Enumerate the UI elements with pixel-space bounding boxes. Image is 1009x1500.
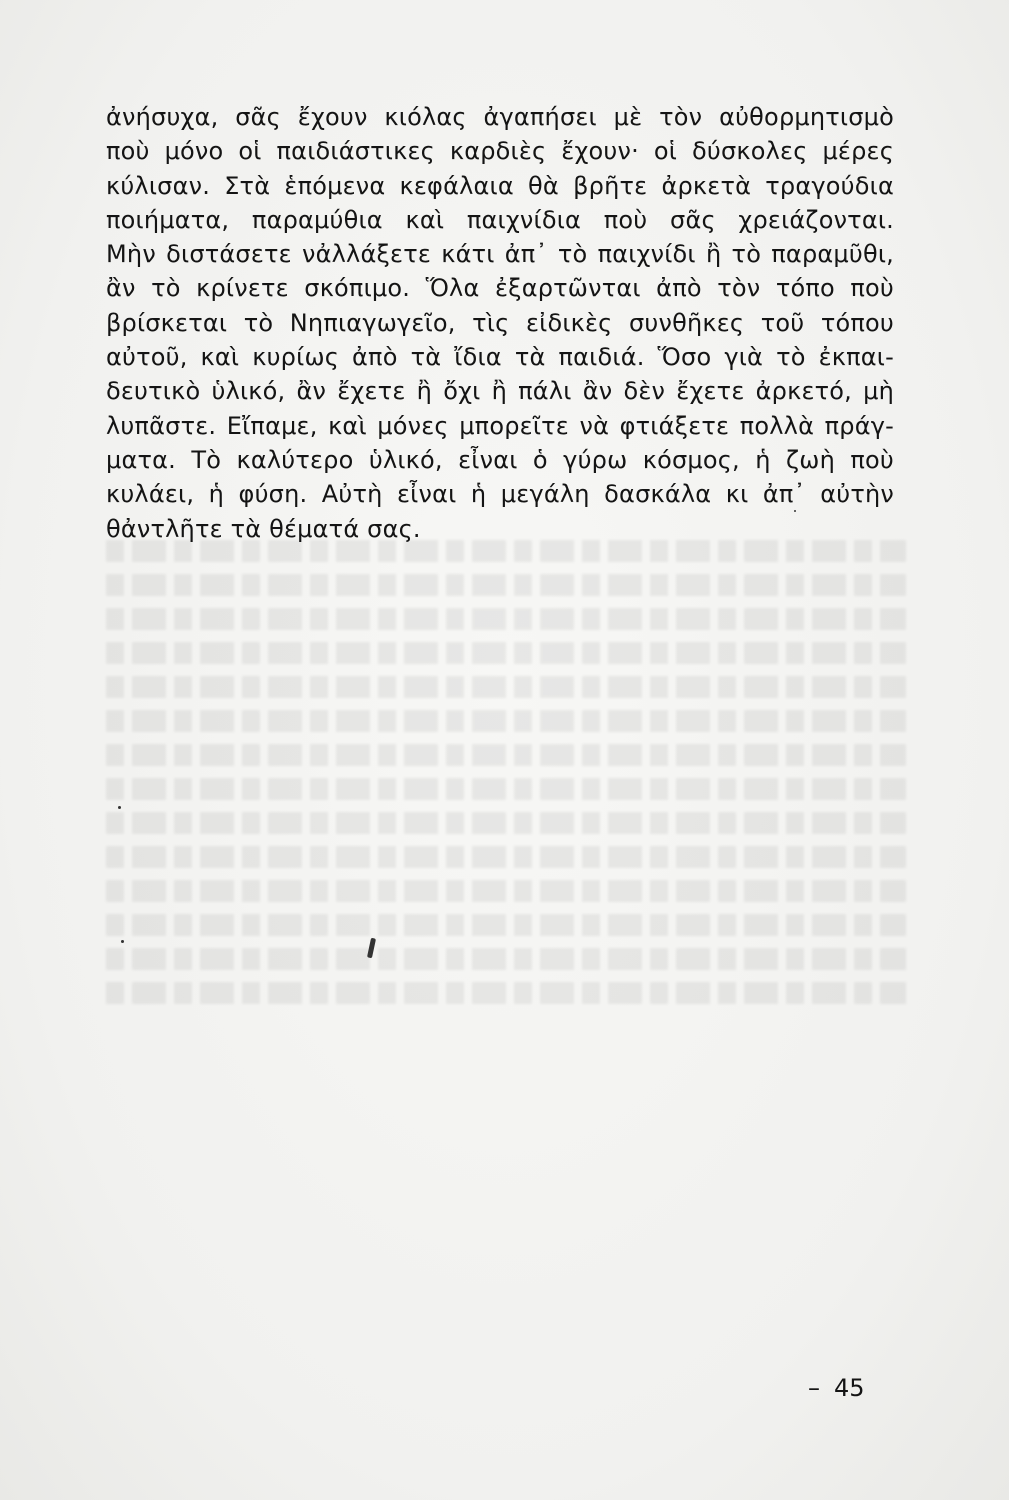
- text-line: λυπᾶστε. Εἴπαμε, καὶ μόνες μπορεῖτε νὰ φτιάξετε πολλὰ πράγ-: [106, 411, 894, 440]
- ink-speck: [794, 510, 796, 512]
- text-line: κυλάει, ἡ φύση. Αὐτὴ εἶναι ἡ μεγάλη δασκάλα κι ἀπ᾽ αὐτὴν: [106, 480, 894, 509]
- text-line: ποὺ μόνο οἱ παιδιάστικες καρδιὲς ἔχουν· οἱ δύσκολες μέρες: [106, 137, 894, 166]
- text-line: ματα. Τὸ καλύτερο ὑλικό, εἶναι ὁ γύρω κόσμος, ἡ ζωὴ ποὺ: [106, 445, 894, 474]
- show-through-text: [106, 540, 906, 1020]
- text-line-last: θἀντλῆτε τὰ θέματά σας.: [106, 514, 421, 543]
- ink-speck: [121, 940, 124, 943]
- text-line: ἀνήσυχα, σᾶς ἔχουν κιόλας ἀγαπήσει μὲ τὸν αὐθορμητισμὸ: [106, 103, 894, 131]
- body-text: [106, 100, 894, 546]
- text-line: βρίσκεται τὸ Νηπιαγωγεῖο, τὶς εἰδικὲς συνθῆκες τοῦ τόπου: [106, 308, 894, 337]
- text-line: ἂν τὸ κρίνετε σκόπιμο. Ὅλα ἐξαρτῶνται ἀπὸ τὸν τόπο ποὺ: [106, 274, 894, 303]
- text-line: δευτικὸ ὑλικό, ἂν ἔχετε ἢ ὄχι ἢ πάλι ἂν δὲν ἔχετε ἀρκετό, μὴ: [106, 377, 894, 406]
- text-line: Μὴν διστάσετε νἀλλάξετε κάτι ἀπ᾽ τὸ παιχνίδι ἢ τὸ παραμῦθι,: [106, 240, 894, 269]
- text-line: ποιήματα, παραμύθια καὶ παιχνίδια ποὺ σᾶς χρειάζονται.: [106, 205, 894, 234]
- page-number-value: 45: [834, 1374, 865, 1402]
- ink-speck: [118, 806, 121, 809]
- page-number: [808, 1374, 865, 1402]
- text-line: κύλισαν. Στὰ ἑπόμενα κεφάλαια θὰ βρῆτε ἀρκετὰ τραγούδια: [106, 171, 894, 200]
- page-number-dash: –: [808, 1374, 820, 1402]
- text-line: αὐτοῦ, καὶ κυρίως ἀπὸ τὰ ἴδια τὰ παιδιά. Ὅσο γιὰ τὸ ἐκπαι-: [106, 343, 894, 372]
- ink-speck: [367, 938, 376, 959]
